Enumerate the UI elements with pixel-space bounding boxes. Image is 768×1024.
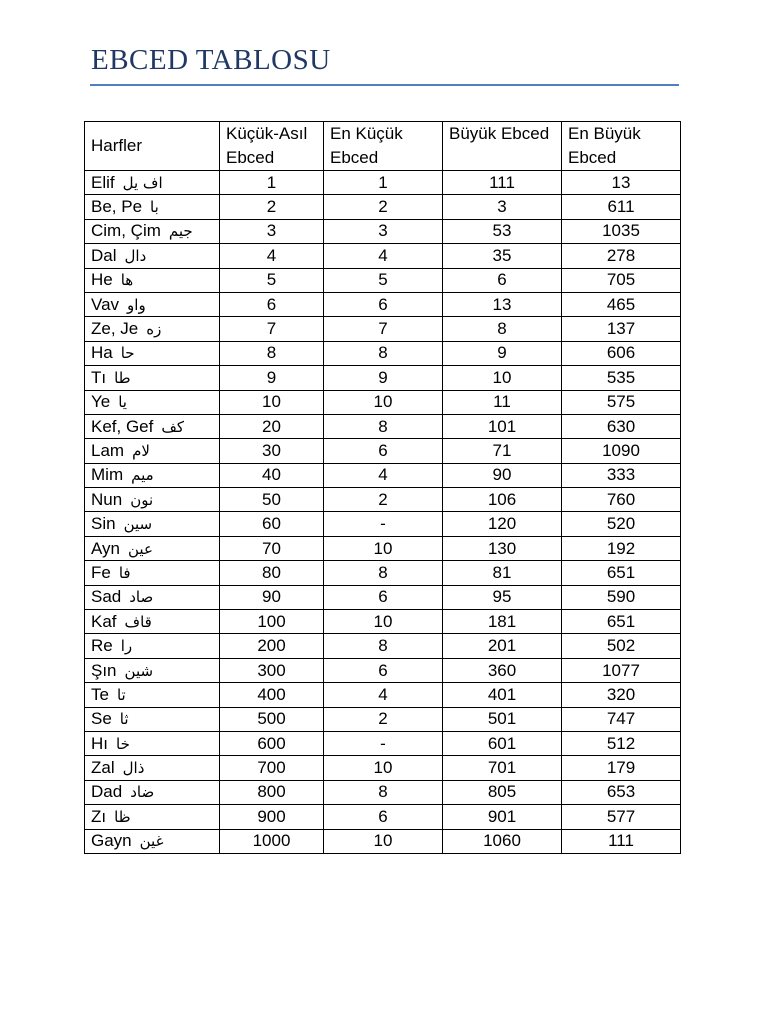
en-kucuk-value: 4 [324, 683, 443, 707]
letter-name: Kef, Gef [91, 416, 154, 436]
kucuk-asil-value: 4 [220, 244, 324, 268]
letter-name: Te [91, 684, 109, 704]
letter-arabic: نون [130, 490, 154, 509]
letter-arabic: قاف [124, 612, 152, 631]
letter-name: Se [91, 709, 112, 729]
letter-arabic: ضاد [130, 783, 155, 802]
buyuk-value: 71 [443, 439, 562, 463]
en-kucuk-value: 10 [324, 536, 443, 560]
en-kucuk-value: 2 [324, 195, 443, 219]
en-buyuk-value: 651 [562, 561, 681, 585]
en-buyuk-value: 760 [562, 488, 681, 512]
kucuk-asil-value: 7 [220, 317, 324, 341]
en-kucuk-value: 10 [324, 610, 443, 634]
en-kucuk-value: 8 [324, 780, 443, 804]
kucuk-asil-value: 6 [220, 292, 324, 316]
letter-cell [85, 195, 220, 219]
kucuk-asil-value: 5 [220, 268, 324, 292]
kucuk-asil-value: 10 [220, 390, 324, 414]
kucuk-asil-value: 70 [220, 536, 324, 560]
table-row [85, 292, 681, 316]
kucuk-asil-value: 20 [220, 414, 324, 438]
table-row [85, 512, 681, 536]
letter-name: Lam [91, 440, 125, 460]
letter-arabic: تا [116, 685, 126, 704]
buyuk-value: 101 [443, 414, 562, 438]
letter-cell [85, 756, 220, 780]
en-buyuk-value: 575 [562, 390, 681, 414]
letter-cell [85, 805, 220, 829]
en-kucuk-value: - [324, 512, 443, 536]
letter-name: Fe [91, 562, 111, 582]
letter-cell [85, 292, 220, 316]
en-kucuk-value: 10 [324, 390, 443, 414]
en-buyuk-value: 1090 [562, 439, 681, 463]
kucuk-asil-value: 400 [220, 683, 324, 707]
letter-name: Ayn [91, 538, 120, 558]
letter-cell [85, 585, 220, 609]
kucuk-asil-value: 40 [220, 463, 324, 487]
en-buyuk-value: 502 [562, 634, 681, 658]
letter-cell [85, 317, 220, 341]
kucuk-asil-value: 1 [220, 171, 324, 195]
buyuk-value: 10 [443, 366, 562, 390]
letter-arabic: با [150, 198, 159, 217]
en-buyuk-value: 465 [562, 292, 681, 316]
table-row [85, 268, 681, 292]
kucuk-asil-value: 9 [220, 366, 324, 390]
en-kucuk-value: 6 [324, 439, 443, 463]
table-row [85, 244, 681, 268]
en-kucuk-value: 8 [324, 341, 443, 365]
letter-arabic: طا [114, 368, 131, 387]
table-row [85, 390, 681, 414]
table-row [85, 805, 681, 829]
kucuk-asil-value: 900 [220, 805, 324, 829]
kucuk-asil-value: 2 [220, 195, 324, 219]
letter-arabic: واو [127, 295, 146, 314]
en-buyuk-value: 535 [562, 366, 681, 390]
letter-name: Be, Pe [91, 197, 143, 217]
letter-cell [85, 658, 220, 682]
buyuk-value: 95 [443, 585, 562, 609]
letter-cell [85, 488, 220, 512]
table-row [85, 341, 681, 365]
table-row [85, 219, 681, 243]
letter-cell [85, 634, 220, 658]
en-buyuk-value: 520 [562, 512, 681, 536]
buyuk-value: 8 [443, 317, 562, 341]
kucuk-asil-value: 8 [220, 341, 324, 365]
table-row [85, 195, 681, 219]
table-row [85, 707, 681, 731]
letter-cell [85, 731, 220, 755]
table-row [85, 171, 681, 195]
table-row [85, 829, 681, 853]
letter-name: Nun [91, 489, 123, 509]
en-kucuk-value: 3 [324, 219, 443, 243]
kucuk-asil-value: 30 [220, 439, 324, 463]
en-buyuk-value: 747 [562, 707, 681, 731]
kucuk-asil-value: 80 [220, 561, 324, 585]
letter-cell [85, 439, 220, 463]
letter-cell [85, 390, 220, 414]
table-row [85, 488, 681, 512]
letter-cell [85, 244, 220, 268]
en-kucuk-value: 4 [324, 244, 443, 268]
letter-cell [85, 463, 220, 487]
letter-arabic: اف يل [122, 173, 163, 192]
letter-name: Dad [91, 782, 123, 802]
buyuk-value: 111 [443, 171, 562, 195]
letter-name: Dal [91, 245, 117, 265]
en-kucuk-value: 9 [324, 366, 443, 390]
letter-arabic: سين [123, 515, 153, 534]
en-kucuk-value: 7 [324, 317, 443, 341]
buyuk-value: 501 [443, 707, 562, 731]
letter-name: Sad [91, 587, 122, 607]
letter-name: Gayn [91, 831, 132, 851]
buyuk-value: 53 [443, 219, 562, 243]
buyuk-value: 201 [443, 634, 562, 658]
en-kucuk-value: 2 [324, 707, 443, 731]
letter-arabic: حا [120, 344, 135, 363]
en-kucuk-value: 2 [324, 488, 443, 512]
page-title: EBCED TABLOSU [91, 44, 331, 76]
letter-name: Mim [91, 465, 124, 485]
en-kucuk-value: 8 [324, 414, 443, 438]
kucuk-asil-value: 90 [220, 585, 324, 609]
header-harfler: Harfler [85, 122, 220, 171]
kucuk-asil-value: 300 [220, 658, 324, 682]
letter-name: Şın [91, 660, 117, 680]
letter-cell [85, 683, 220, 707]
en-kucuk-value: 5 [324, 268, 443, 292]
en-buyuk-value: 320 [562, 683, 681, 707]
header-kucuk-asil-ebced: Küçük-Asıl Ebced [220, 122, 324, 171]
en-buyuk-value: 13 [562, 171, 681, 195]
kucuk-asil-value: 700 [220, 756, 324, 780]
table-row [85, 414, 681, 438]
title-underline [90, 84, 679, 86]
letter-name: Elif [91, 172, 115, 192]
kucuk-asil-value: 50 [220, 488, 324, 512]
en-buyuk-value: 630 [562, 414, 681, 438]
buyuk-value: 13 [443, 292, 562, 316]
letter-cell [85, 512, 220, 536]
table-row [85, 731, 681, 755]
en-buyuk-value: 333 [562, 463, 681, 487]
letter-cell [85, 707, 220, 731]
letter-name: Re [91, 636, 113, 656]
en-kucuk-value: 4 [324, 463, 443, 487]
en-kucuk-value: 6 [324, 658, 443, 682]
kucuk-asil-value: 1000 [220, 829, 324, 853]
table-body [85, 171, 681, 854]
kucuk-asil-value: 500 [220, 707, 324, 731]
en-kucuk-value: - [324, 731, 443, 755]
buyuk-value: 3 [443, 195, 562, 219]
buyuk-value: 601 [443, 731, 562, 755]
letter-arabic: ميم [131, 466, 154, 485]
letter-name: Ze, Je [91, 319, 139, 339]
letter-name: Ye [91, 392, 111, 412]
en-kucuk-value: 8 [324, 634, 443, 658]
letter-arabic: غين [139, 832, 164, 851]
kucuk-asil-value: 3 [220, 219, 324, 243]
kucuk-asil-value: 100 [220, 610, 324, 634]
letter-cell [85, 610, 220, 634]
letter-name: Hı [91, 733, 108, 753]
buyuk-value: 1060 [443, 829, 562, 853]
buyuk-value: 701 [443, 756, 562, 780]
buyuk-value: 90 [443, 463, 562, 487]
buyuk-value: 130 [443, 536, 562, 560]
table-row [85, 658, 681, 682]
letter-arabic: خا [116, 734, 130, 753]
letter-arabic: شين [124, 661, 154, 680]
letter-arabic: ذال [122, 759, 145, 778]
letter-arabic: جيم [168, 222, 193, 241]
letter-arabic: لام [132, 441, 150, 460]
buyuk-value: 6 [443, 268, 562, 292]
en-kucuk-value: 1 [324, 171, 443, 195]
letter-arabic: فا [118, 563, 131, 582]
buyuk-value: 181 [443, 610, 562, 634]
buyuk-value: 360 [443, 658, 562, 682]
en-buyuk-value: 512 [562, 731, 681, 755]
table-row [85, 683, 681, 707]
buyuk-value: 11 [443, 390, 562, 414]
letter-arabic: ظا [114, 807, 131, 826]
letter-cell [85, 780, 220, 804]
buyuk-value: 401 [443, 683, 562, 707]
letter-cell [85, 171, 220, 195]
buyuk-value: 9 [443, 341, 562, 365]
table-row [85, 536, 681, 560]
letter-arabic: زه [146, 320, 162, 339]
table-row [85, 463, 681, 487]
kucuk-asil-value: 800 [220, 780, 324, 804]
buyuk-value: 120 [443, 512, 562, 536]
en-buyuk-value: 192 [562, 536, 681, 560]
letter-cell [85, 536, 220, 560]
letter-cell [85, 268, 220, 292]
en-buyuk-value: 611 [562, 195, 681, 219]
table-row [85, 780, 681, 804]
en-buyuk-value: 651 [562, 610, 681, 634]
en-buyuk-value: 577 [562, 805, 681, 829]
table-row [85, 634, 681, 658]
header-buyuk-ebced: Büyük Ebced [443, 122, 562, 171]
letter-cell [85, 561, 220, 585]
table-row [85, 756, 681, 780]
letter-arabic: كف [161, 417, 185, 436]
kucuk-asil-value: 60 [220, 512, 324, 536]
kucuk-asil-value: 600 [220, 731, 324, 755]
table-row [85, 366, 681, 390]
en-buyuk-value: 606 [562, 341, 681, 365]
letter-name: Sin [91, 514, 116, 534]
letter-name: Ha [91, 343, 113, 363]
letter-arabic: ثا [119, 710, 129, 729]
en-buyuk-value: 179 [562, 756, 681, 780]
letter-name: Tı [91, 367, 107, 387]
letter-arabic: ها [120, 271, 134, 290]
letter-arabic: دال [124, 246, 147, 265]
header-en-kucuk-ebced: En Küçük Ebced [324, 122, 443, 171]
en-buyuk-value: 137 [562, 317, 681, 341]
en-kucuk-value: 6 [324, 292, 443, 316]
kucuk-asil-value: 200 [220, 634, 324, 658]
buyuk-value: 81 [443, 561, 562, 585]
en-kucuk-value: 10 [324, 829, 443, 853]
table-row [85, 610, 681, 634]
table-row [85, 317, 681, 341]
letter-arabic: يا [118, 393, 127, 412]
letter-name: Cim, Çim [91, 221, 161, 241]
letter-cell [85, 829, 220, 853]
en-kucuk-value: 10 [324, 756, 443, 780]
letter-arabic: را [120, 637, 133, 656]
letter-cell [85, 219, 220, 243]
table-header-row [85, 122, 681, 171]
letter-name: He [91, 270, 113, 290]
en-buyuk-value: 111 [562, 829, 681, 853]
en-buyuk-value: 653 [562, 780, 681, 804]
table-row [85, 439, 681, 463]
buyuk-value: 805 [443, 780, 562, 804]
table-row [85, 585, 681, 609]
letter-arabic: عين [128, 539, 153, 558]
letter-name: Zal [91, 758, 115, 778]
en-buyuk-value: 278 [562, 244, 681, 268]
buyuk-value: 106 [443, 488, 562, 512]
en-kucuk-value: 6 [324, 805, 443, 829]
letter-name: Vav [91, 294, 120, 314]
en-buyuk-value: 1077 [562, 658, 681, 682]
en-buyuk-value: 705 [562, 268, 681, 292]
en-kucuk-value: 6 [324, 585, 443, 609]
en-buyuk-value: 590 [562, 585, 681, 609]
en-kucuk-value: 8 [324, 561, 443, 585]
buyuk-value: 901 [443, 805, 562, 829]
table-row [85, 561, 681, 585]
header-en-buyuk-ebced: En Büyük Ebced [562, 122, 681, 171]
buyuk-value: 35 [443, 244, 562, 268]
letter-arabic: صاد [129, 588, 154, 607]
letter-cell [85, 341, 220, 365]
letter-name: Zı [91, 806, 107, 826]
ebced-table [84, 121, 681, 854]
letter-name: Kaf [91, 611, 117, 631]
letter-cell [85, 414, 220, 438]
en-buyuk-value: 1035 [562, 219, 681, 243]
letter-cell [85, 366, 220, 390]
